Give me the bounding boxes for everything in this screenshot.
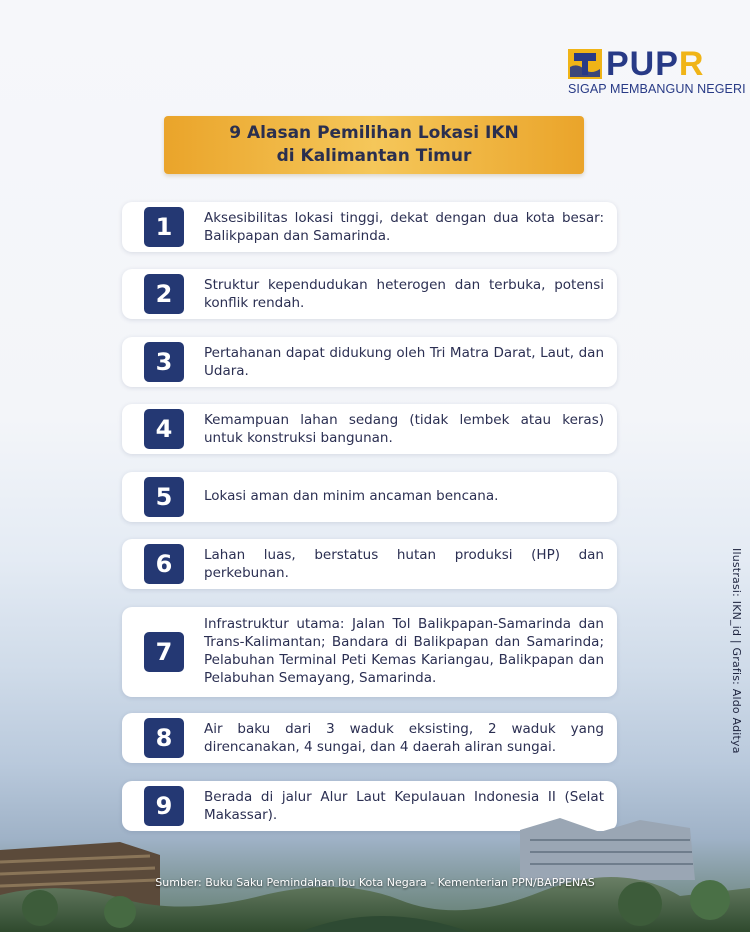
reason-text: Lahan luas, berstatus hutan produksi (HP) dan perkebunan. [204,547,604,581]
reason-number-badge: 9 [144,786,184,826]
title-line-1: 9 Alasan Pemilihan Lokasi IKN [229,123,519,143]
ikn-city-illustration [0,800,750,932]
reason-text: Struktur kependudukan heterogen dan terbuka, potensi konflik rendah. [204,277,604,311]
reason-number-badge: 4 [144,409,184,449]
pupr-logo [568,45,746,97]
reason-number-badge: 7 [144,632,184,672]
pupr-emblem-icon [568,49,602,79]
reason-text: Air baku dari 3 waduk eksisting, 2 waduk yang direncanakan, 4 sungai, dan 4 daerah aliran sungai. [204,721,604,755]
reason-card-7 [122,607,617,697]
reason-number-badge: 1 [144,207,184,247]
reason-number-badge: 5 [144,477,184,517]
logo-wordmark: PUPR [606,45,705,83]
reason-text: Pertahanan dapat didukung oleh Tri Matra Darat, Laut, dan Udara. [204,345,604,379]
reason-card-2 [122,269,617,319]
reason-number-badge: 2 [144,274,184,314]
logo-tagline: SIGAP MEMBANGUN NEGERI [568,82,746,96]
page-title [164,116,584,174]
reason-card-1 [122,202,617,252]
illustration-credit: Ilustrasi: IKN_id | Grafis: Aldo Aditya [730,548,743,754]
reason-number-badge: 8 [144,718,184,758]
reason-card-3 [122,337,617,387]
title-line-2: di Kalimantan Timur [276,146,472,166]
reason-number-badge: 3 [144,342,184,382]
reason-card-8 [122,713,617,763]
reason-card-5 [122,472,617,522]
reason-text: Lokasi aman dan minim ancaman bencana. [204,488,499,504]
reason-text: Aksesibilitas lokasi tinggi, dekat dengan dua kota besar: Balikpapan dan Samarinda. [204,210,604,244]
reason-card-4 [122,404,617,454]
reason-number-badge: 6 [144,544,184,584]
reason-text: Infrastruktur utama: Jalan Tol Balikpapan-Samarinda dan Trans-Kalimantan; Bandara di Balikpapan dan Samarinda; Pelabuhan Terminal Peti Kemas Kariangau, Balikpapan dan Pelabuhan Semayang, Samarinda. [204,616,604,686]
source-caption: Sumber: Buku Saku Pemindahan Ibu Kota Negara - Kementerian PPN/BAPPENAS [155,876,595,889]
reason-text: Berada di jalur Alur Laut Kepulauan Indonesia II (Selat Makassar). [204,789,604,823]
reason-text: Kemampuan lahan sedang (tidak lembek atau keras) untuk konstruksi bangunan. [204,412,604,446]
reason-card-6 [122,539,617,589]
